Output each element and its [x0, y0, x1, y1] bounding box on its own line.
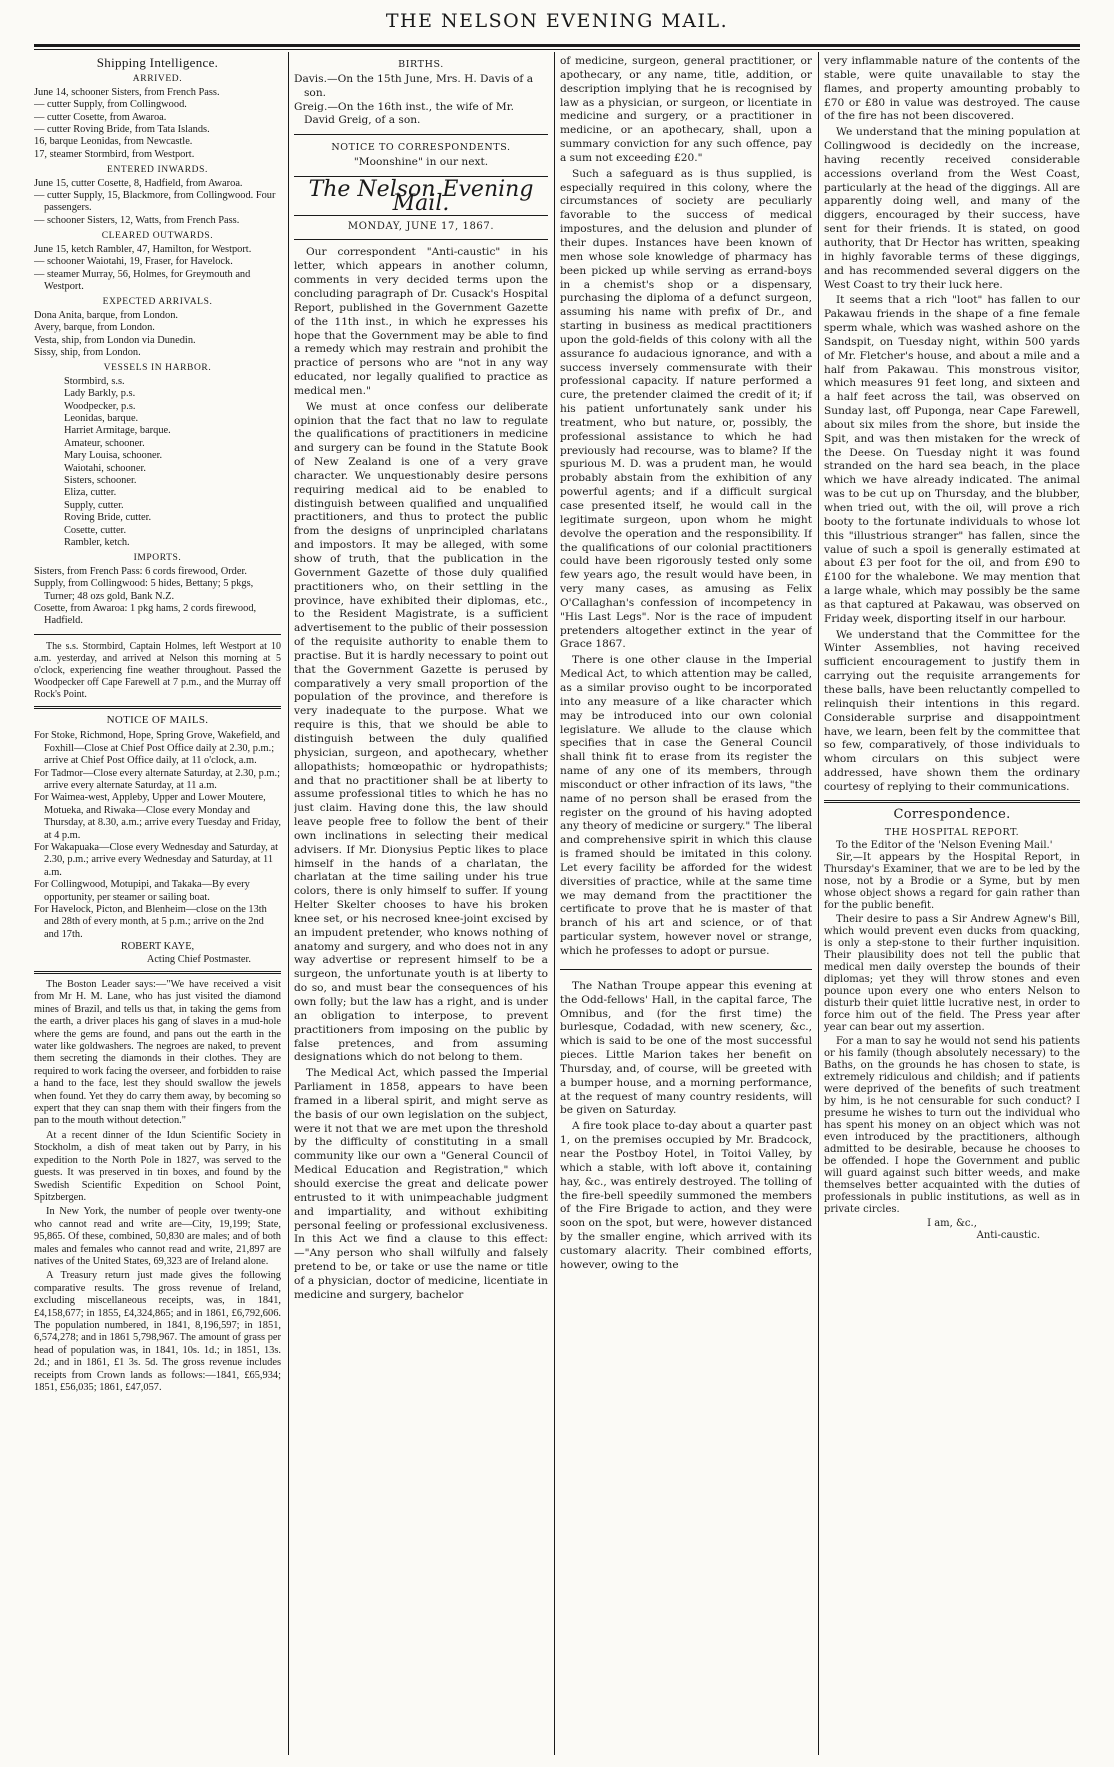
cleared-heading: CLEARED OUTWARDS. — [101, 231, 214, 242]
list-item: Dona Anita, barque, from London. — [34, 309, 178, 321]
list-item: Rambler, ketch. — [64, 537, 130, 549]
news-paragraph: It seems that a rich "loot" has fallen to our Pakawau friends in the shape of a fine female sperm whale, which was washed ashore on the Sandspit, on Tuesday night, within 500 yards of Mr. Fletcher's house, and about a mile and a half from Pakawau. This monstrous visitor, which measures 91 feet long, and sixteen and a half feet across the tail, was observed on Sunday last, off Puponga, near Cape Farewell, about six miles from the shore, but inside the Spit, and was then mistaken for the wreck of the Deese. On Tuesday night it was found stranded on the hard sea beach, in the place which we have already indicated. The animal was to be cut up on Thursday, and the blubber, when tried out, with the oil, will prove a rich booty to the fortunate individuals to whose lot this "illustrious stranger" has fallen, since the value of such a spoil is generally estimated at about £3 per foot for the oil, and from £90 to £100 for the whalebone. We may mention that a large whale, which may possibly be the same as that captured at Pakawau, was observed on Friday week, disporting itself in our harbour. — [824, 294, 1080, 625]
mails-title: NOTICE OF MAILS. — [106, 713, 209, 726]
list-item: Avery, barque, from London. — [34, 322, 155, 334]
letter-paragraph: Sir,—It appears by the Hospital Report, in Thursday's Examiner, that we are to be led by the nose, not by a Brodie or a Syme, but by men whose object shows a regard for gain rather than for the public benefit. — [824, 852, 1080, 912]
column-divider — [818, 52, 819, 1755]
editorial-paragraph: Our correspondent "Anti-caustic" in his letter, which appears in another column, comments in very decided terms upon the concluding paragraph of Dr. Cusack's Hospital Report, published in the Government Gazette of the 11th inst., in which he expresses his hope that the Government may be able to find a remedy which may restrain and prohibit the practice of persons who are "not in any way educated, nor legally qualified to practice as medical men." — [294, 246, 548, 397]
list-item: For Collingwood, Motupipi, and Takaka—By every opportunity, per steamer or sailing boat. — [34, 879, 250, 903]
list-item: — cutter Roving Bride, from Tata Islands. — [34, 124, 210, 136]
list-item: June 15, ketch Rambler, 47, Hamilton, for Westport. — [34, 243, 252, 255]
postmaster-title: Acting Chief Postmaster. — [146, 953, 251, 965]
list-item: 16, barque Leonidas, from Newcastle. — [34, 136, 193, 148]
news-paragraph: We understand that the Committee for the Winter Assemblies, not having received sufficient encouragement to justify them in carrying out the requisite arrangements for these balls, have been reluctantly compelled to relinquish their intentions in this regard. Considerable surprise and disappointment have, we learn, been felt by the committee that so few, comparatively, of those individuals to whom circulars on this subject were addressed, have shown them the ordinary courtesy of replying to their communications. — [824, 628, 1080, 793]
list-item: For Stoke, Richmond, Hope, Spring Grove, Wakefield, and Foxhill—Close at Chief Post Office daily at 2.30, p.m.; arrive at Chief Post Office daily, at 11 o'clock, a.m. — [34, 730, 281, 767]
harbor-heading: VESSELS IN HARBOR. — [103, 363, 212, 374]
imports-heading: IMPORTS. — [133, 553, 182, 564]
column-3 — [560, 55, 812, 1757]
list-item: For Havelock, Picton, and Blenheim—close on the 13th and 28th of every month, at 5 p.m.; arrive on the 2nd and 17th. — [34, 903, 267, 940]
list-item: — cutter Supply, 15, Blackmore, from Collingwood. Four passengers. — [34, 190, 276, 214]
list-item: — cutter Cosette, from Awaroa. — [34, 111, 167, 123]
expected-list — [34, 310, 281, 360]
list-item: Cosette, cutter. — [64, 524, 127, 536]
boston-paragraph: The Boston Leader says:—"We have received a visit from Mr H. M. Lane, who has just visited the diamond mines of Brazil, and tells us that, in taking the gems from the earth, a driver places his gang of slaves in a mud-hole where the gems are found, and pans out the earth in the water like goldwashers. The negroes are naked, to prevent them secreting the diamonds in their clothes. They are required to work facing the overseer, and forbidden to raise a hand to the face, lest they should swallow the jewels when found. Yet they do carry them away, by becoming so expert that they can snap them with their fingers from the pan to the mouth without detection." — [34, 979, 281, 1127]
masthead: THE NELSON EVENING MAIL. — [385, 10, 729, 32]
stormbird-note: The s.s. Stormbird, Captain Holmes, left Westport at 10 a.m. yesterday, and arrived at Nelson this morning at 5 o'clock, experiencing fine weather throughout. Passed the Woodpecker off Cape Farewell at 7 p.m., and the Murray off Rock's Point. — [34, 640, 281, 700]
editorial-paragraph: There is one other clause in the Imperial Medical Act, to which attention may be called, as a similar proviso ought to be incorporated into any measure of a like character which may be introduced into our own colonial legislature. We allude to the clause which specifies that in case the General Council shall think fit to erase from its register the name of any one of its members, through misconduct or other infraction of its laws, "the name of no person shall be erased from the register on the ground of his having adopted any theory of medicine or surgery." The liberal and comprehensive spirit in which this clause is framed should be imitated in this colony. Let every facility be afforded for the widest diversities of practice, while at the same time we may demand from the practitioner the certificate to prove that he is master of that branch of his art and science, or of that particular system, however novel or strange, which he professes to adopt or pursue. — [560, 654, 812, 957]
list-item: For Waimea-west, Appleby, Upper and Lower Moutere, Motueka, and Riwaka—Close every Monday and Thursday, at 8.30, a.m.; arrive every Tuesday and Friday, at 4 p.m. — [34, 792, 281, 841]
list-item: Roving Bride, cutter. — [64, 512, 152, 524]
troupe-paragraph: The Nathan Troupe appear this evening at the Odd-fellows' Hall, in the capital farce, The Omnibus, and (for the first time) the burlesque, Codadad, with new scenery, &c., which is said to be one of the most successful pieces. Little Marion takes her benefit on Thursday, and, of course, will be greeted with a bumper house, and a morning performance, at the request of many country residents, will be given on Saturday. — [560, 979, 812, 1117]
column-2 — [294, 55, 548, 1757]
idun-paragraph: At a recent dinner of the Idun Scientific Society in Stockholm, a dish of meat taken out by Parry, in his expedition to the North Pole in 1827, was served to the guests. It was preserved in tin boxes, and found by the Swedish Scientific Expedition on School Point, Spitzbergen. — [34, 1129, 281, 1203]
separator — [34, 634, 281, 635]
double-separator — [34, 971, 281, 974]
separator — [294, 239, 548, 240]
shipping-title: Shipping Intelligence. — [96, 55, 219, 70]
column-divider — [288, 52, 289, 1755]
list-item: Mary Louisa, schooner. — [64, 450, 163, 462]
list-item: 17, steamer Stormbird, from Westport. — [34, 148, 195, 160]
list-item: Supply, from Collingwood: 5 hides, Bettany; 5 pkgs, Turner; 48 ozs gold, Bank N.Z. — [34, 578, 254, 602]
list-item: Sisters, schooner. — [64, 475, 137, 486]
editorial-paragraph: of medicine, surgeon, general practitioner, or apothecary, or any name, title, addition, or description implying that he is recognised by law as a physician, or surgeon, or licentiate in medicine and surgery, or a practitioner in medicine, or an apothecary, shall, upon a summary conviction for any such offence, pay a sum not exceeding £20." — [560, 55, 812, 164]
letter-signature: Anti-caustic. — [976, 1230, 1040, 1242]
top-rule — [34, 44, 1080, 47]
entered-list — [34, 178, 281, 228]
list-item: Woodpecker, p.s. — [64, 400, 136, 412]
arrived-heading: ARRIVED. — [132, 74, 183, 85]
list-item: — cutter Supply, from Collingwood. — [34, 99, 187, 111]
births-list — [294, 73, 548, 128]
list-item: Vesta, ship, from London via Dunedin. — [34, 334, 196, 346]
treasury-paragraph: A Treasury return just made gives the following comparative results. The gross revenue of Ireland, excluding miscellaneous receipts, was, in 1841, £4,158,677; in 1855, £4,324,865; and in 1861, £6,792,606. The population numbered, in 1841, 8,196,597; in 1851, 6,574,278; and in 1861 5,798,967. The amount of grass per head of population was, in 1841, 10s. 1d.; in 1851, 13s. 2d.; and in 1861, £1 3s. 5d. The gross revenue includes receipts from Crown lands as follows:—1841, £65,934; 1851, £56,035; 1861, £47,057. — [34, 1270, 281, 1393]
list-item: Leonidas, barque. — [64, 412, 139, 424]
double-separator — [824, 800, 1080, 803]
top-rule-thin — [34, 49, 1080, 50]
letter-addressee: To the Editor of the 'Nelson Evening Mail.' — [836, 840, 1053, 852]
list-item: Harriet Armitage, barque. — [64, 425, 171, 437]
list-item: — schooner Sisters, 12, Watts, from French Pass. — [34, 214, 240, 226]
column-4 — [824, 55, 1080, 1757]
separator — [560, 969, 812, 970]
list-item: Sissy, ship, from London. — [34, 346, 141, 358]
editorial-paragraph: We must at once confess our deliberate opinion that the fact that no law to regulate the qualifications of practitioners in medicine and surgery can be found in the Statute Book of New Zealand is one of a very grave character. We unquestionably desire persons requiring medical aid to be enabled to distinguish between qualified and unqualified practitioners, and thus to protect the public from the designs of unprincipled charlatans and impostors. It may be alleged, with some show of truth, that the publication in the Government Gazette of those duly qualified practitioners who, on their settling in the province, have exhibited their diplomas, etc., to the Resident Magistrate, is a sufficient advertisement to the public of their possession of the requisite authority to enable them to practise. But it is hardly necessary to point out that the Government Gazette is perused by comparatively a very small proportion of the population of the province, and therefore is very inadequate to the purpose. What we require is this, that we should be able to distinguish between the duly qualified physician, surgeon, and apothecary, whether allopathists; homœopathic or hydropathists; and that no practitioner shall be at liberty to assume professional titles to which he has no just claim. Having done this, the law should leave people free to follow the bent of their own inclinations in selecting their medical advisers. If Mr. Dionysius Peptic likes to place himself in the hands of a charlatan, the charlatan at the time sailing under his true colors, there is only himself to suffer. If young Helter Skelter chooses to have his broken knee set, or his necrosed knee-joint excised by an impudent pretender, who knows nothing of anatomy and surgery, and who does not in any way advertise or represent himself to be a surgeon, the unfortunate youth is at liberty to do so, and must bear the consequences of his own folly; but the law has a right, and is under an obligation to interpose, to prevent practitioners from imposing on the public by false pretences, and from assuming designations which do not belong to them. — [294, 400, 548, 1064]
list-item: Cosette, from Awaroa: 1 pkg hams, 2 cords firewood, Hadfield. — [34, 603, 257, 627]
fire-paragraph: A fire took place to-day about a quarter past 1, on the premises occupied by Mr. Bradcock, near the Postboy Hotel, in Toitoi Valley, by which a stable, with loft above it, containing hay, &c., was entirely destroyed. The tolling of the fire-bell speedily summoned the members of the Fire Brigade to action, and they were soon on the spot, but were, however distanced by the smaller engine, which arrived with its customary alacrity. Their combined efforts, however, owing to the — [560, 1120, 812, 1271]
notice-heading: NOTICE TO CORRESPONDENTS. — [331, 142, 511, 154]
letter-signoff: I am, &c., — [927, 1218, 977, 1230]
mails-list — [34, 730, 281, 941]
list-item: Greig.—On the 16th inst., the wife of Mr. David Greig, of a son. — [294, 100, 514, 127]
column-divider — [554, 52, 555, 1755]
notice-text: "Moonshine" in our next. — [353, 156, 489, 169]
list-item: Sisters, from French Pass: 6 cords firewood, Order. — [34, 565, 247, 577]
postmaster-name: ROBERT KAYE, — [120, 941, 195, 953]
editorial-paragraph: The Medical Act, which passed the Imperial Parliament in 1858, appears to have been framed in a liberal spirit, and might serve as the basis of our own legislation on the subject, were it not that we are met upon the threshold by the difficulty of constituting in a small community like our own a "General Council of Medical Education and Registration," which should exercise the great and delicate power entrusted to it with unimpeachable judgment and impartiality, and without exhibiting personal feeling or professional exclusiveness. In this Act we find a clause to this effect:—"Any person who shall wilfully and falsely pretend to be, or take or use the name or title of a physician, doctor of medicine, licentiate in medicine and surgery, bachelor — [294, 1067, 548, 1301]
list-item: — steamer Murray, 56, Holmes, for Greymouth and Westport. — [34, 268, 251, 292]
list-item: Waiotahi, schooner. — [64, 462, 146, 474]
newyork-paragraph: In New York, the number of people over twenty-one who cannot read and write are—City, 19,199; State, 95,865. Of these, combined, 50,830 are males; and of both males and females who cannot read and write, 21,897 are natives of the United States, 69,323 are of Ireland alone. — [34, 1206, 281, 1267]
list-item: For Tadmor—Close every alternate Saturday, at 2.30, p.m.; arrive every alternate Saturday, at 11 a.m. — [34, 767, 280, 791]
hospital-report-heading: THE HOSPITAL REPORT. — [884, 826, 1020, 838]
list-item: Stormbird, s.s. — [64, 375, 125, 387]
list-item: June 15, cutter Cosette, 8, Hadfield, from Awaroa. — [34, 177, 243, 189]
list-item: Davis.—On the 15th June, Mrs. H. Davis of a son. — [294, 72, 534, 99]
cleared-list — [34, 244, 281, 294]
separator — [294, 134, 548, 135]
news-paragraph: very inflammable nature of the contents of the stable, were quite unavailable to stay the flames, and property amounting probably to £70 or £80 in value was destroyed. The cause of the fire has not been discovered. — [824, 55, 1080, 123]
list-item: Eliza, cutter. — [64, 487, 117, 499]
list-item: For Wakapuaka—Close every Wednesday and Saturday, at 2.30, p.m.; arrive every Wednesday and Saturday, at 11 a.m. — [34, 841, 278, 878]
list-item: Lady Barkly, p.s. — [64, 388, 136, 400]
births-heading: BIRTHS. — [398, 59, 444, 70]
list-item: Amateur, schooner. — [64, 437, 145, 449]
list-item: Supply, cutter. — [64, 499, 124, 511]
letter-paragraph: For a man to say he would not send his patients or his family (though absolutely necessary) to the Baths, on the grounds he has chosen to state, is extremely ridiculous and childish; and if patients were deprived of the benefits of such treatment by him, is he not censurable for such conduct? I presume he wishes to turn out the individual who has spent his money on an object which was not even introduced by the practitioners, although admitted to be desirable, because he chooses to be offended. I hope the Government and public will guard against such bitter weeds, and make themselves better acquainted with the duties of professionals in public institutions, as well as in private circles. — [824, 1036, 1080, 1216]
letter-paragraph: Their desire to pass a Sir Andrew Agnew's Bill, which would prevent even ducks from quacking, is only a step-stone to their further inquisition. Their plausibility does not tell the public that medical men daily overstep the bounds of their diplomas; yet they will throw stones and even pounce upon every one who enters Nelson to disturb their quiet little lucrative nest, in order to force him out of the field. The Press year after year can bear out my assertion. — [824, 914, 1080, 1034]
correspondence-title: Correspondence. — [893, 806, 1011, 822]
entered-heading: ENTERED INWARDS. — [107, 165, 208, 176]
imports-list — [34, 566, 281, 628]
list-item: June 14, schooner Sisters, from French Pass. — [34, 86, 220, 98]
expected-heading: EXPECTED ARRIVALS. — [102, 297, 213, 308]
column-1 — [34, 55, 281, 1757]
arrived-list — [34, 87, 281, 161]
list-item: — schooner Waiotahi, 19, Fraser, for Havelock. — [34, 256, 233, 268]
double-separator — [34, 706, 281, 709]
harbor-list — [34, 376, 281, 550]
news-paragraph: We understand that the mining population at Collingwood is decidedly on the increase, having recently received considerable accessions overland from the West Coast, particularly at the head of the diggings. All are apparently doing well, and many of the diggers, encouraged by their success, have sent for their friends. It is stated, on good authority, that Dr Hector has written, speaking in highly favorable terms of these diggings, and has recommended several diggers on the West Coast to try their luck here. — [824, 126, 1080, 291]
editorial-paragraph: Such a safeguard as is thus supplied, is especially required in this colony, where the circumstances of society are peculiarly favorable to the success of medical impostures, and the delusion and plunder of their dupes. Instances have been known of men whose sole knowledge of pharmacy has been picked up while serving as errand-boys in a chemist's shop or a dispensary, purchasing the diploma of a defunct surgeon, assuming his name with prefix of Dr., and starting in business as medical practitioners upon the gold-fields of this colony with all the assurance fo audacious ignorance, and with a success inversely commensurate with their professional capacity. If nature performed a cure, the pretender claimed the credit of it; if his patient unfortunately sank under his treatment, who but nature, or, possibly, the professional assistance to which he had previously had recourse, was to blame? If the spurious M. D. was a prudent man, he would probably abstain from the exhibition of any powerful agents; and if a difficult surgical case presented itself, he would call in the legitimate surgeon, upon whom he might devolve the operation and the responsibility. If the qualifications of our colonial practitioners could have been rigorously tested only some few years ago, the result would have been, in very many cases, as amusing as Felix O'Callaghan's confession of incompetency in "His Last Legs". Nor is the race of impudent pretenders altogether extinct in the year of Grace 1867. — [560, 167, 812, 651]
paper-title: The Nelson Evening Mail. — [308, 176, 534, 216]
issue-date: MONDAY, JUNE 17, 1867. — [347, 220, 495, 232]
